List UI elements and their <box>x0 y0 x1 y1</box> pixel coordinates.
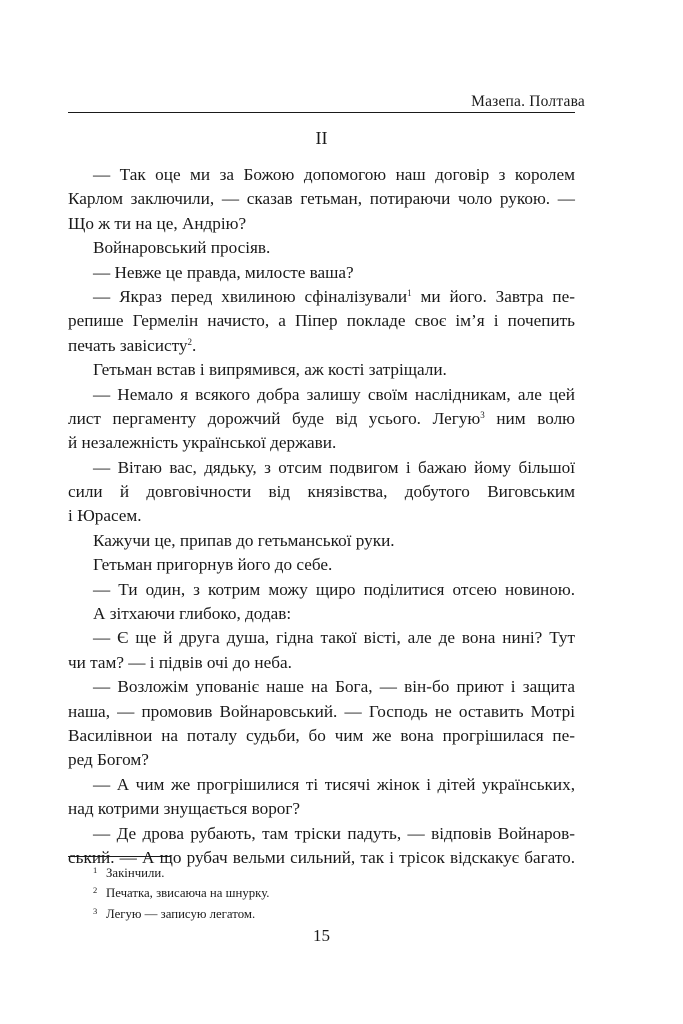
line-text: й незалежність української держави. <box>68 433 337 453</box>
line-text-after: ним волю <box>484 408 575 428</box>
line-text: Карлом заключили, — сказав гетьман, потираючи чоло рукою. — <box>68 189 575 209</box>
text-line <box>68 236 575 260</box>
text-line <box>68 456 575 480</box>
text-line <box>68 553 575 577</box>
header-rule <box>68 112 575 113</box>
line-text: — Де дрова рубають, там тріски падуть, — відповів Войнаров- <box>93 823 575 843</box>
text-line <box>68 212 575 236</box>
line-text: чи там? — і підвів очі до неба. <box>68 652 292 672</box>
line-text: наша, — промовив Войнаровський. — Господь не оставить Мотрі <box>68 701 575 721</box>
text-line <box>68 431 575 455</box>
text-line <box>68 529 575 553</box>
text-line <box>68 163 575 187</box>
text-line <box>68 383 575 407</box>
text-line <box>68 578 575 602</box>
text-line <box>68 651 575 675</box>
text-line <box>68 358 575 382</box>
text-line <box>68 797 575 821</box>
text-line <box>68 261 575 285</box>
footnote-text: Закінчили. <box>106 866 165 880</box>
line-text: Кажучи це, припав до гетьманської руки. <box>93 530 395 550</box>
footnote-text: Печатка, звисаюча на шнурку. <box>106 886 270 901</box>
line-text: — Возложім упованіє наше на Бога, — він-бо приют і защита <box>93 677 575 697</box>
footnote-number: 1 <box>93 865 98 875</box>
text-line <box>68 285 575 309</box>
footnote <box>93 882 270 902</box>
page-number: 15 <box>313 926 330 945</box>
line-text: над котрими знущається ворог? <box>68 799 301 819</box>
footnotes <box>93 862 270 923</box>
text-line <box>68 480 575 504</box>
line-text: Василівнои на поталу судьби, бо чим же вона прогрішилася пе- <box>68 725 575 745</box>
footnote-number: 2 <box>93 885 98 896</box>
line-text: ський. — А що рубач вельми сильний, так і трісок відскакує багато. <box>68 847 575 867</box>
line-text: — А чим же прогрішилися ті тисячі жінок і дітей українських, <box>93 774 575 794</box>
footnote <box>93 862 270 882</box>
line-text: Гетьман встав і випрямився, аж кості затріщали. <box>93 360 447 380</box>
text-line <box>68 187 575 211</box>
footnote-ref: 1 <box>407 287 412 298</box>
line-text-after: ми його. Завтра пе- <box>411 286 575 306</box>
line-text: — Вітаю вас, дядьку, з отсим подвигом і бажаю йому більшої <box>93 457 575 477</box>
line-text: сили й довговічности від князівства, добутого Виговським <box>68 482 575 502</box>
text-line <box>68 700 575 724</box>
text-line <box>68 334 575 358</box>
text-line <box>68 724 575 748</box>
line-text: Войнаровський просіяв. <box>93 238 271 258</box>
line-text: — Ти один, з котрим можу щиро поділитися отсею новиною. <box>93 579 575 599</box>
body-text <box>68 163 575 870</box>
footnote-ref: 3 <box>480 409 485 420</box>
chapter-number: ІІ <box>315 128 328 148</box>
line-text-after: . <box>192 335 197 355</box>
line-text: лист пергаменту дорожчий буде від усього. Легую <box>68 408 481 428</box>
footnote-ref: 2 <box>187 336 193 347</box>
text-line <box>68 309 575 333</box>
text-line <box>68 822 575 846</box>
text-line <box>68 407 575 431</box>
line-text: і Юрасем. <box>68 506 142 526</box>
text-line <box>68 773 575 797</box>
text-line <box>68 504 575 528</box>
text-line <box>68 748 575 772</box>
text-line <box>68 626 575 650</box>
line-text: ред Богом? <box>68 750 149 770</box>
line-text: А зітхаючи глибоко, додав: <box>93 604 292 624</box>
line-text: — Є ще й друга душа, гідна такої вісті, але де вона нині? Тут <box>93 628 575 648</box>
footnote-number: 3 <box>93 905 98 916</box>
running-head: Мазепа. Полтава <box>471 93 585 110</box>
line-text: Що ж ти на це, Андрію? <box>68 213 247 233</box>
footnote <box>93 903 270 923</box>
line-text: — Так оце ми за Божою допомогою наш договір з королем <box>93 165 575 184</box>
line-text: — Невже це правда, милосте ваша? <box>93 262 354 282</box>
line-text: печать завісисту <box>68 335 188 355</box>
footnote-text: Легую — записую легатом. <box>106 906 256 921</box>
text-line <box>68 602 575 626</box>
line-text: — Немало я всякого добра залишу своїм наслідникам, але цей <box>93 384 575 404</box>
footnote-rule <box>68 856 171 857</box>
text-line <box>68 675 575 699</box>
line-text: репише Гермелін начисто, а Піпер покладе своє ім’я і почепить <box>68 311 575 331</box>
line-text: Гетьман пригорнув його до себе. <box>93 555 333 575</box>
line-text: — Якраз перед хвилиною сфіналізували <box>93 286 408 306</box>
